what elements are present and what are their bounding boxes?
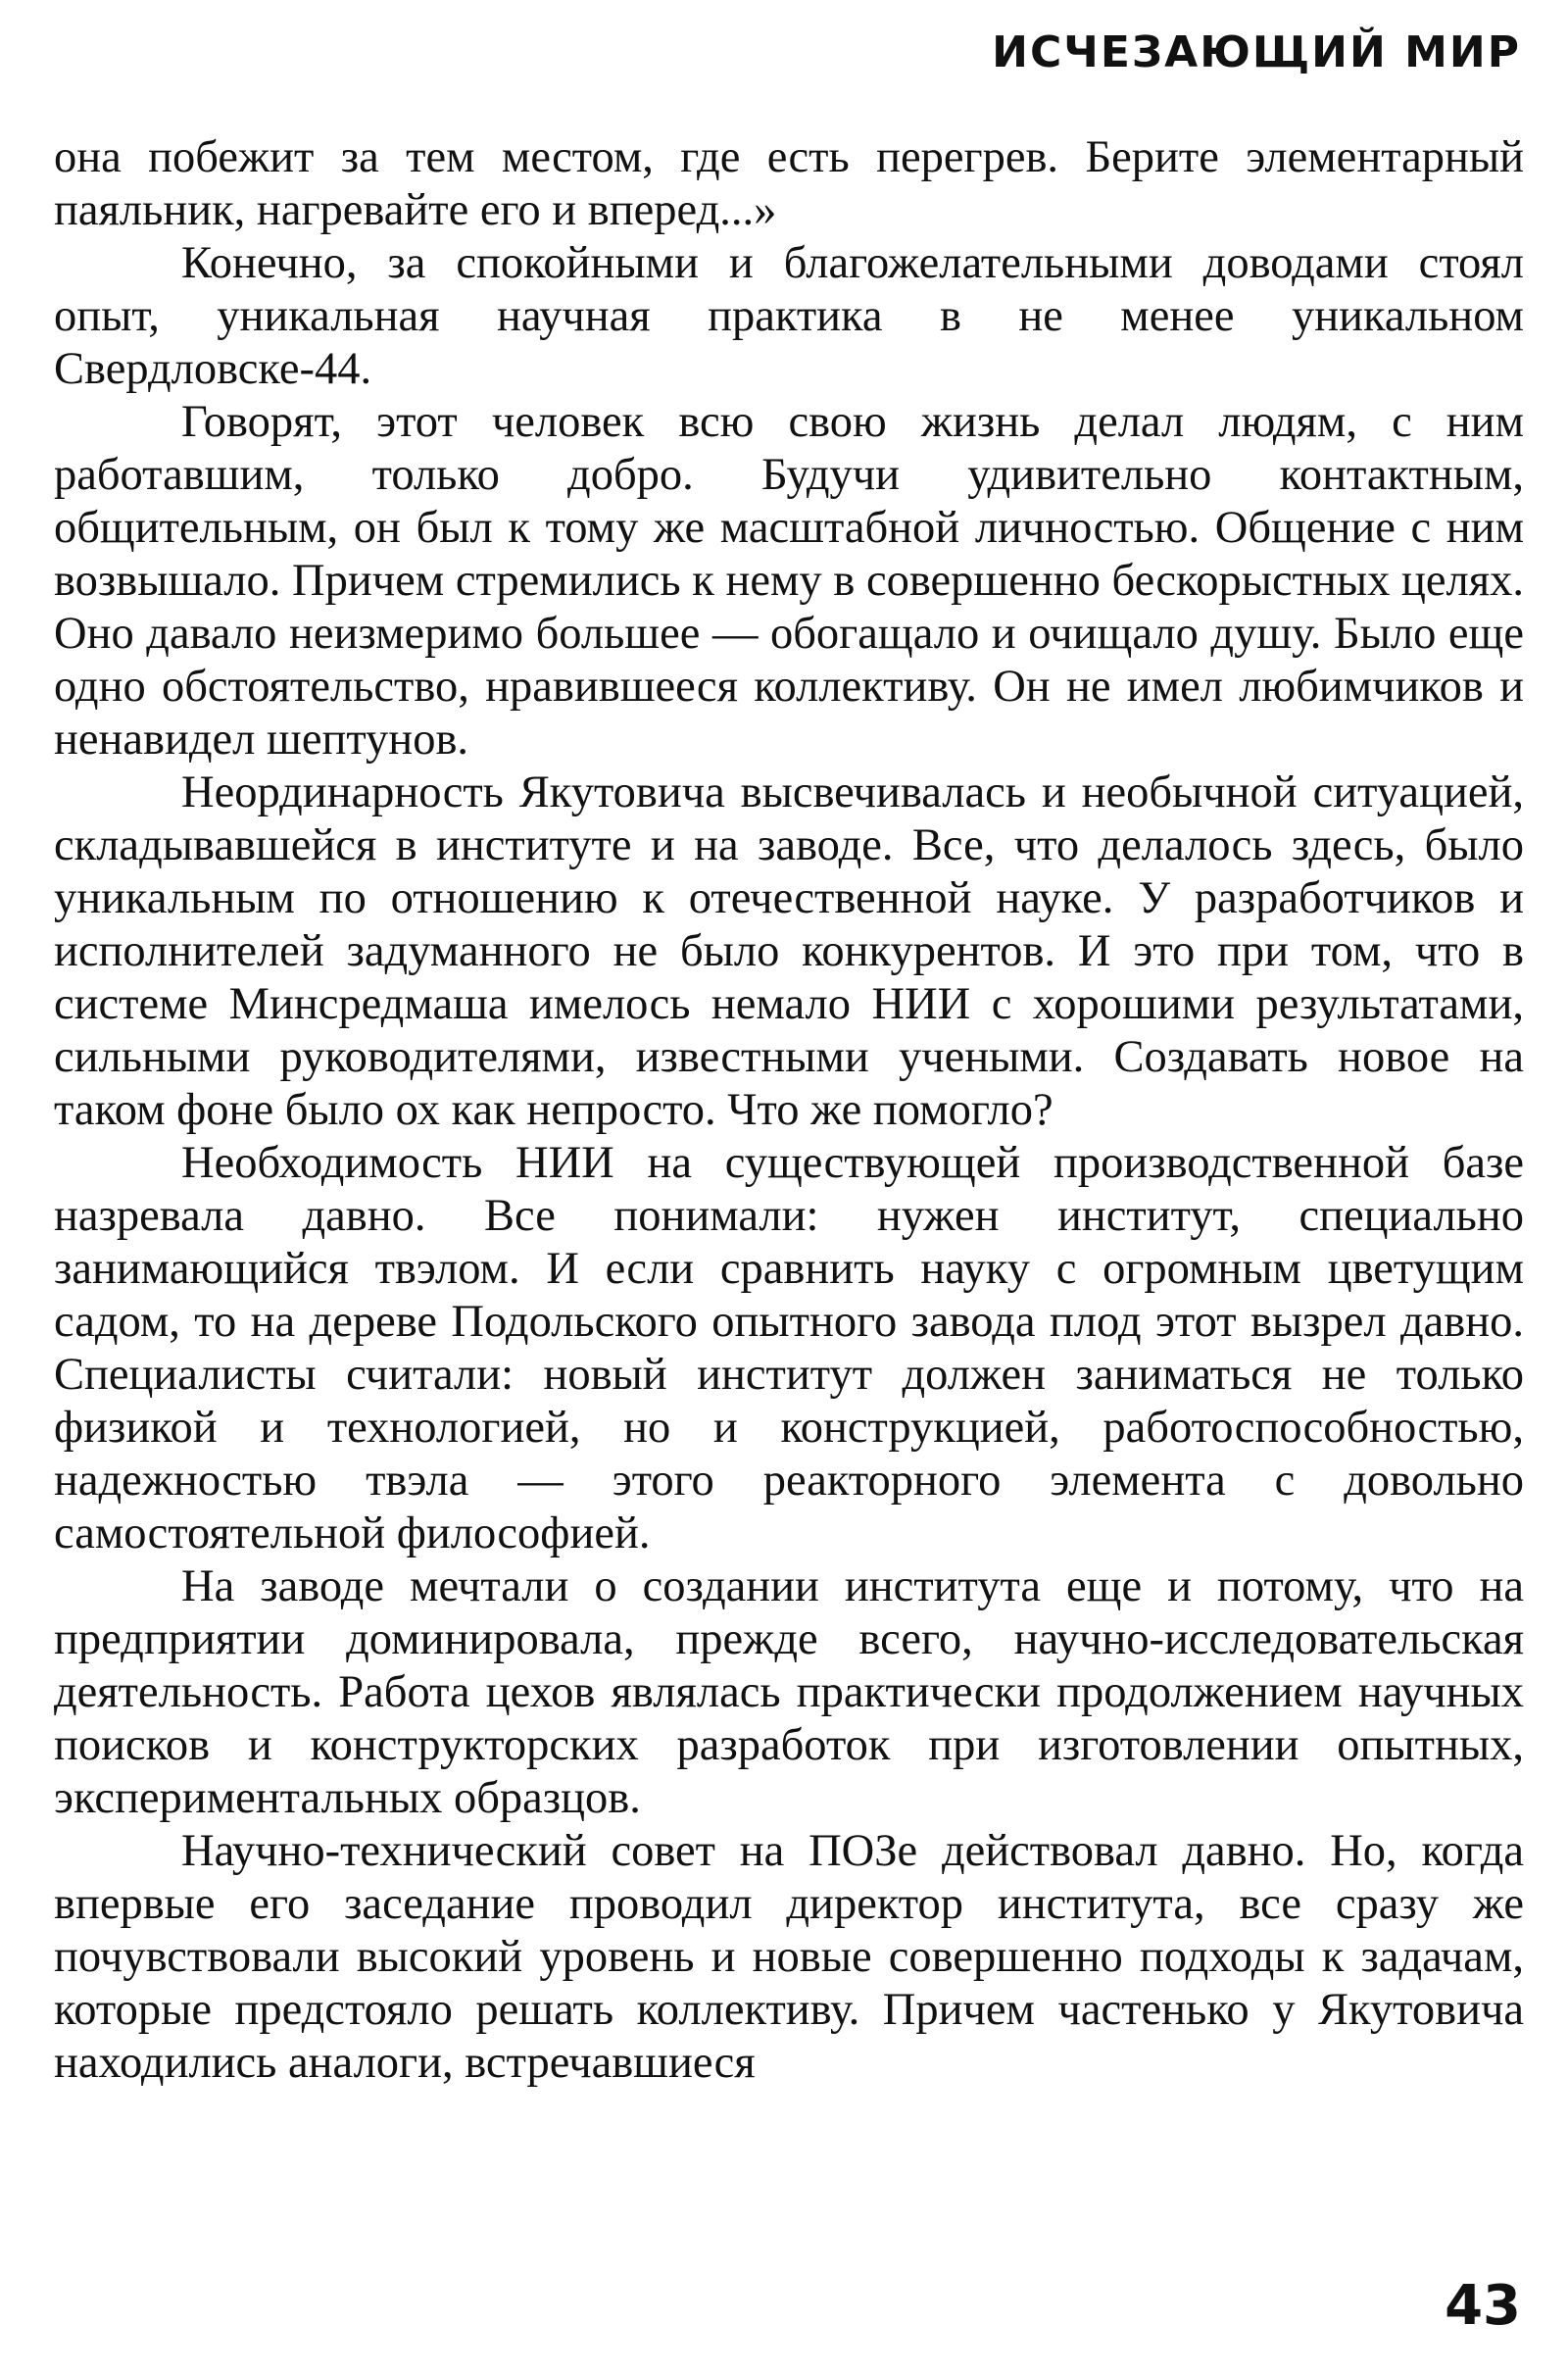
- paragraph-continuation: она побежит за тем местом, где есть перегрев. Берите элементарный паяльник, нагревайте его и вперед...»: [54, 132, 1524, 235]
- main-text: [54, 131, 1524, 2090]
- paragraph: Необходимость НИИ на существующей производственной базе назревала давно. Все понимали: нужен институт, специально занимающийся твэлом. И если сравнить науку с огромным цветущим садом, то на дереве Подольского опытного завода плод этот вызрел давно. Специалисты считали: новый институт должен заниматься не только физикой и технологией, но и конструкцией, работоспособностью, надежностью твэла — этого реакторного элемента с довольно самостоятельной философией.: [54, 1138, 1524, 1558]
- paragraph: Конечно, за спокойными и благожелательными доводами стоял опыт, уникальная научная практика в не менее уникальном Свердловске-44.: [54, 238, 1524, 394]
- paragraph: Научно-технический совет на ПОЗе действовал давно. Но, когда впервые его заседание проводил директор института, все сразу же почувствовали высокий уровень и новые совершенно подходы к задачам, которые предстояло решать коллективу. Причем частенько у Якутовича находились аналоги, встречавшиеся: [54, 1826, 1524, 2088]
- paragraph: Неординарность Якутовича высвечивалась и необычной ситуацией, складывавшейся в институте и на заводе. Все, что делалось здесь, было уникальным по отношению к отечественной науке. У разработчиков и исполнителей задуманного не было конкурентов. И это при том, что в системе Минсредмаша имелось немало НИИ с хорошими результатами, сильными руководителями, известными учеными. Создавать новое на таком фоне было ох как непросто. Что же помогло?: [54, 767, 1524, 1135]
- page-number: 43: [1445, 2274, 1521, 2338]
- running-title: ИСЧЕЗАЮЩИЙ МИР: [992, 27, 1521, 77]
- paragraph: На заводе мечтали о создании института еще и потому, что на предприятии доминировала, прежде всего, научно-исследовательская деятельность. Работа цехов являлась практически продолжением научных поисков и конструкторских разработок при изготовлении опытных, экспериментальных образцов.: [54, 1561, 1524, 1823]
- paragraph: Говорят, этот человек всю свою жизнь делал людям, с ним работавшим, только добро. Будучи удивительно контактным, общительным, он был к тому же масштабной личностью. Общение с ним возвышало. Причем стремились к нему в совершенно бескорыстных целях. Оно давало неизмеримо большее — обогащало и очищало душу. Было еще одно обстоятельство, нравившееся коллективу. Он не имел любимчиков и ненавидел шептунов.: [54, 397, 1524, 765]
